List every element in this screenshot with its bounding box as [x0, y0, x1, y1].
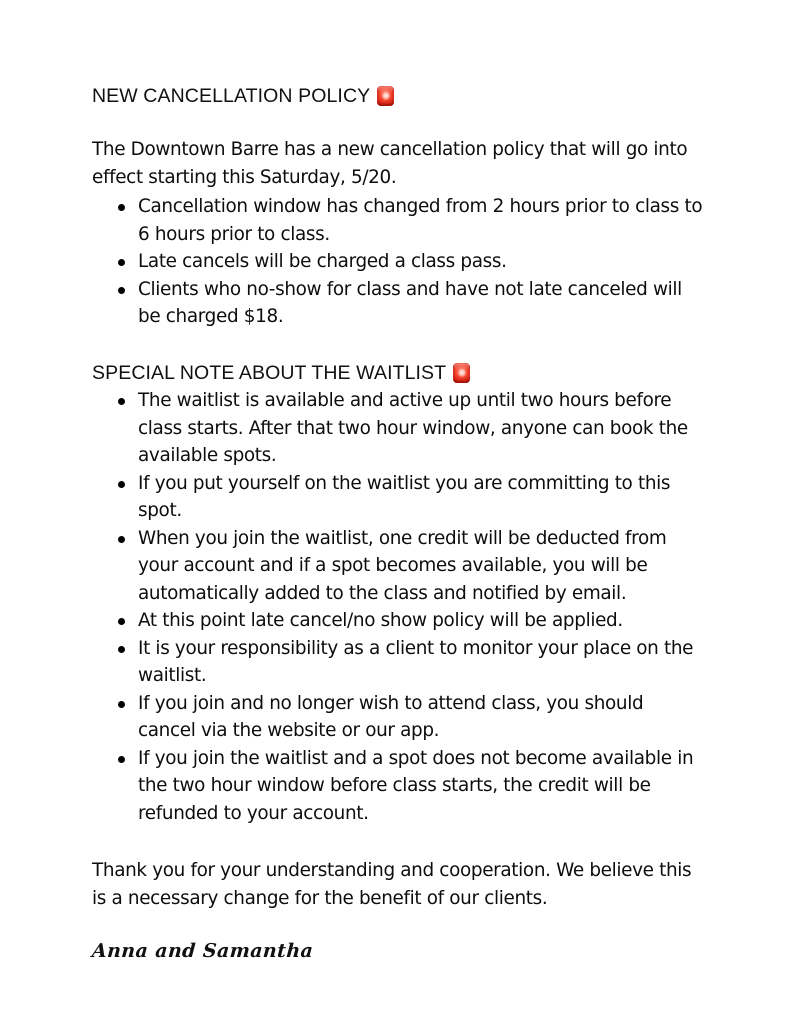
bullet-icon [118, 287, 125, 294]
list-item [92, 193, 705, 248]
waitlist-note-heading [92, 361, 705, 385]
list-item [92, 525, 705, 608]
bullet-icon [118, 646, 125, 653]
closing-paragraph: Thank you for your understanding and cooperation. We believe this is a necessary change for the benefit of our clients. [92, 860, 692, 909]
bullet-icon [118, 259, 125, 266]
list-item-text: If you join the waitlist and a spot does not become available in the two hour window before class starts, the credit will be refunded to your account. [138, 747, 694, 824]
list-item-text: When you join the waitlist, one credit will be deducted from your account and if a spot becomes available, you will be automatically added to the class and notified by email. [138, 527, 667, 604]
bullet-icon [118, 618, 125, 625]
list-item-text: It is your responsibility as a client to monitor your place on the waitlist. [138, 637, 694, 687]
cancellation-policy-intro: The Downtown Barre has a new cancellation policy that will go into effect starting this Saturday, 5/20. [92, 139, 688, 188]
list-item [92, 607, 705, 635]
list-item [92, 470, 705, 525]
list-item [92, 635, 705, 690]
cancellation-policy-heading [92, 84, 705, 108]
list-item-text: Clients who no-show for class and have not late canceled will be charged $18. [138, 278, 682, 328]
list-item-text: Late cancels will be charged a class pass. [138, 251, 507, 273]
list-item-text: At this point late cancel/no show policy will be applied. [138, 610, 623, 632]
bullet-icon [118, 398, 125, 405]
cancellation-policy-list [92, 193, 705, 331]
alert-emoji-icon [453, 363, 470, 383]
list-item [92, 248, 705, 276]
bullet-icon [118, 756, 125, 763]
bullet-icon [118, 481, 125, 488]
list-item [92, 745, 705, 828]
waitlist-note-heading-text: SPECIAL NOTE ABOUT THE WAITLIST [92, 361, 447, 384]
cancellation-policy-heading-text: NEW CANCELLATION POLICY [92, 85, 371, 107]
list-item [92, 690, 705, 745]
alert-emoji-icon [377, 86, 394, 106]
list-item-text: If you put yourself on the waitlist you are committing to this spot. [138, 472, 671, 522]
waitlist-note-list [92, 387, 705, 827]
list-item-text: The waitlist is available and active up until two hours before class starts. After that two hour window, anyone can book the available spots. [138, 390, 688, 467]
list-item-text: Cancellation window has changed from 2 hours prior to class to 6 hours prior to class. [138, 196, 703, 245]
list-item [92, 387, 705, 470]
bullet-icon [118, 536, 125, 543]
bullet-icon [118, 701, 125, 708]
list-item-text: If you join and no longer wish to attend class, you should cancel via the website or our app. [138, 692, 644, 742]
signature: Anna and Samantha [91, 940, 315, 963]
bullet-icon [118, 204, 125, 211]
list-item [92, 276, 705, 331]
